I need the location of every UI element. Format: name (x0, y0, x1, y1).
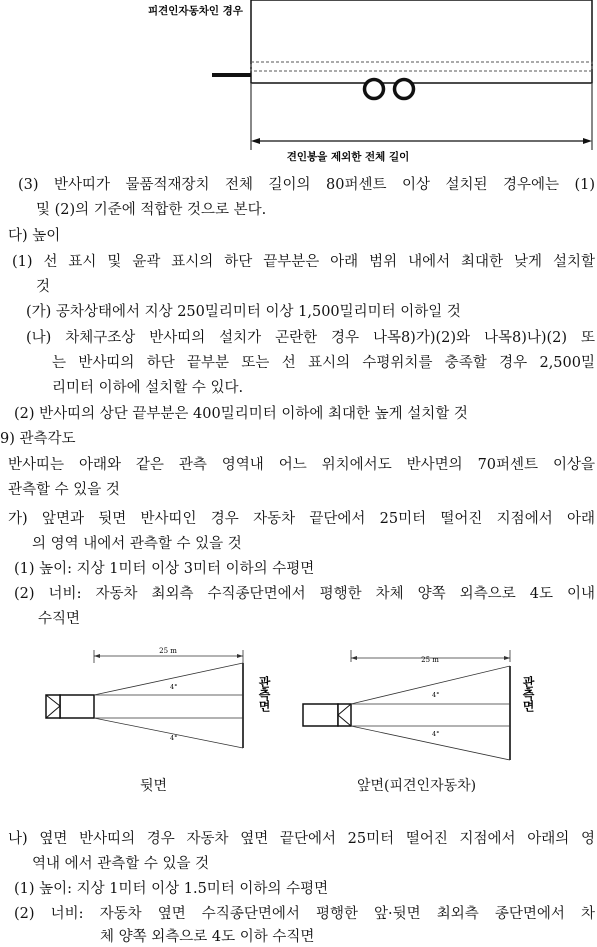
para-ga2-2-line1: (2) 너비: 자동차 최외측 수직종단면에서 평행한 차체 양쪽 외측으로 4도 이내 (14, 586, 595, 602)
rear-plane-label: 관측면 (257, 676, 271, 712)
front-observation-diagram (300, 648, 560, 773)
para-na-line3: 리미터 이하에 설치할 수 있다. (52, 380, 244, 396)
para-na-line2: 는 반사띠의 하단 끝부분 또는 선 표시의 수평위치를 충족할 경우 2,500밀 (52, 355, 595, 371)
para-3-line1: (3) 반사띠가 물품적재장치 전체 길이의 80퍼센트 이상 설치된 경우에는 (1) (18, 177, 595, 193)
para-ga: (가) 공차상태에서 지상 250밀리미터 이상 1,500밀리미터 이하일 것 (26, 304, 461, 320)
wheel-rear (395, 80, 414, 99)
para-ga2-line1: 가) 앞면과 뒷면 반사띠인 경우 자동차 끝단에서 25미터 떨어진 지점에서 아래 (8, 511, 595, 527)
front-angle-top: 4° (432, 691, 440, 699)
length-dimension-label: 견인봉을 제외한 전체 길이 (286, 151, 410, 163)
wheel-front (365, 80, 384, 99)
para-ga2-line2: 의 영역 내에서 관측할 수 있을 것 (32, 536, 242, 552)
para-d2: (2) 반사띠의 상단 끝부분은 400밀리미터 이하에 최대한 높게 설치할 것 (14, 406, 468, 422)
para-na-line1: (나) 차체구조상 반사띠의 설치가 곤란한 경우 나목8)가)(2)와 나목8)나)(2) 또 (26, 330, 595, 346)
front-angle-bottom: 4° (432, 730, 440, 738)
front-diagram-caption: 앞면(피견인자동차) (357, 778, 477, 794)
front-plane-label: 관측면 (521, 676, 535, 712)
rear-diagram-caption: 뒷면 (140, 778, 168, 794)
para-na2-2-line1: (2) 너비: 자동차 옆면 수직종단면에서 평행한 앞·뒷면 최외측 종단면에서 차 (14, 906, 595, 922)
para-9-line2: 관측할 수 있을 것 (8, 482, 120, 498)
front-vehicle-end (338, 704, 351, 726)
tow-bar (212, 73, 251, 77)
para-d1-line1: (1) 선 표시 및 윤곽 표시의 하단 끝부분은 아래 범위 내에서 최대한 낮게 설치할 (12, 254, 595, 270)
section-d-heading: 다) 높이 (8, 228, 61, 244)
rear-distance-label: 25 m (159, 647, 177, 655)
para-3-line2: 및 (2)의 기준에 적합한 것으로 본다. (36, 202, 267, 218)
section-9-heading: 9) 관측각도 (0, 431, 76, 447)
trailer-figure-label: 피견인자동차인 경우 (148, 5, 243, 17)
para-d1-line2: 것 (36, 279, 51, 295)
trailer-figure (0, 0, 597, 170)
para-9-line1: 반사띠는 아래와 같은 관측 영역내 어느 위치에서도 반사면의 70퍼센트 이상을 (8, 457, 595, 473)
front-distance-label: 25 m (421, 656, 439, 664)
front-vehicle-body (303, 704, 338, 726)
rear-vehicle-end (46, 695, 60, 718)
para-na2-1: (1) 높이: 지상 1미터 이상 1.5미터 이하의 수평면 (14, 881, 329, 897)
rear-observation-diagram (42, 645, 272, 760)
rear-angle-bottom: 4° (170, 734, 178, 742)
para-ga2-1: (1) 높이: 지상 1미터 이상 3미터 이하의 수평면 (14, 561, 315, 577)
para-na2-2-line2: 체 양쪽 외측으로 4도 이하 수직면 (100, 929, 315, 945)
para-na2-line2: 역내 에서 관측할 수 있을 것 (32, 856, 210, 872)
para-ga2-2-line2: 수직면 (38, 611, 81, 627)
rear-vehicle-body (60, 695, 94, 718)
para-na2-line1: 나) 옆면 반사띠의 경우 자동차 옆면 끝단에서 25미터 떨어진 지점에서 아래의 영 (8, 831, 595, 847)
rear-angle-top: 4° (170, 683, 178, 691)
reflective-stripe (251, 62, 592, 71)
